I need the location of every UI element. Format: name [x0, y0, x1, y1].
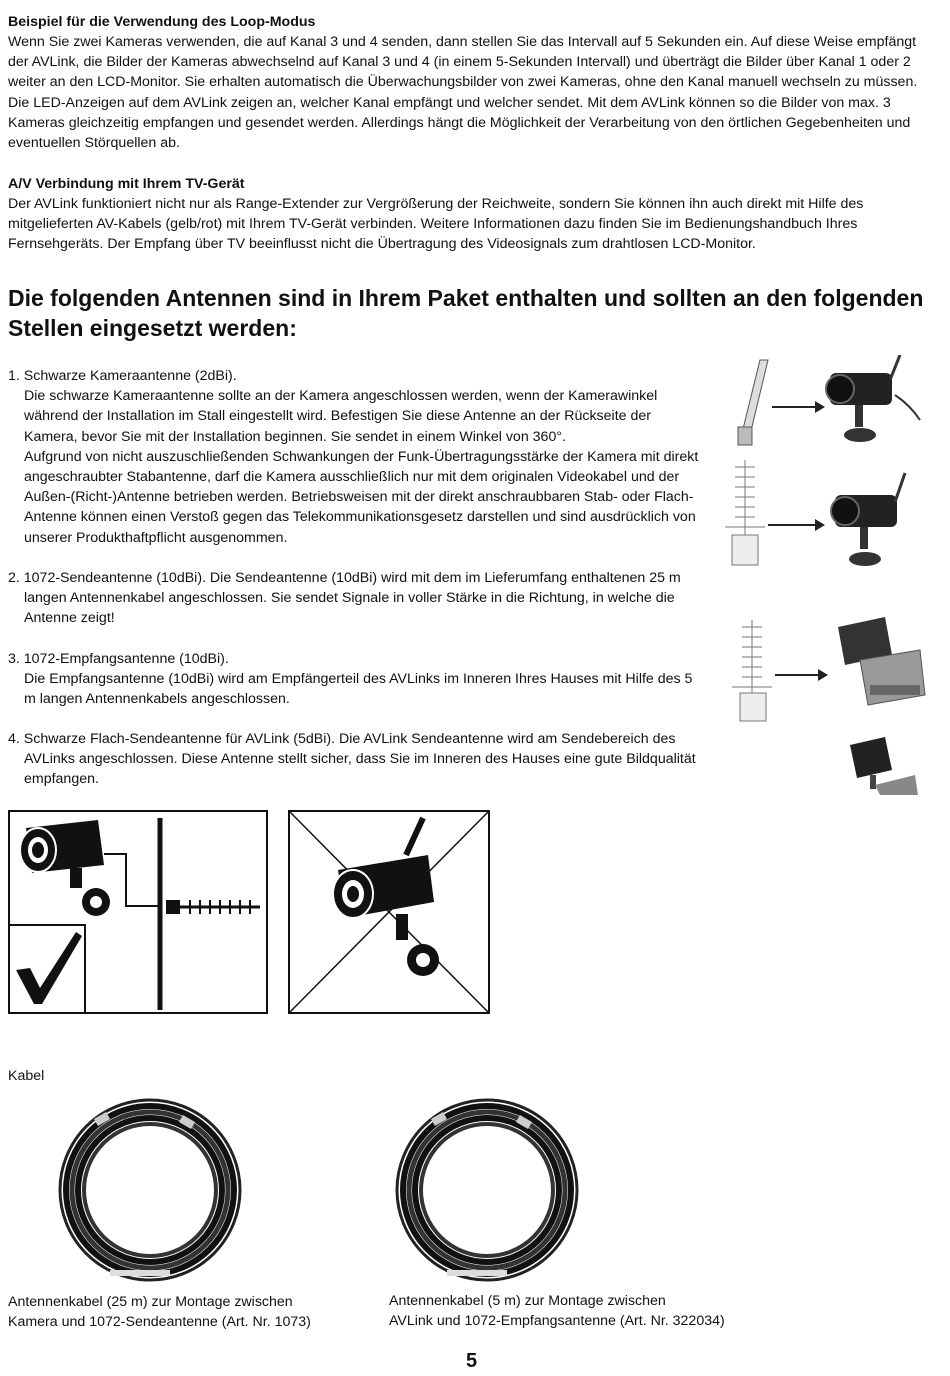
cable-25m-caption-line2: Kamera und 1072-Sendeantenne (Art. Nr. 1073) — [8, 1314, 311, 1331]
cable-25m-image — [50, 1090, 250, 1290]
antenna-item-2 — [8, 568, 708, 629]
antenna-item-1-body2: Aufgrund von nicht auszuschließenden Schwankungen der Funk-Übertragungsstärke der Kamera mit direkt angeschraubter Stabantenne, darf die Kamera ausschließlich nur mit dem originalen Videokabel und der Außen-(Richt-)Antenne betrieben werden. Betriebsweisen mit der direkt anschraubbaren Stab- oder Flach-Antenne können einen Verstoß gegen das Telekommunikationsgesetz darstellen und sind ausdrücklich von unserer Produkthaftpflicht ausgenommen. — [24, 448, 699, 546]
camera-icon — [831, 473, 905, 566]
antenna-item-1 — [8, 366, 708, 548]
antenna-item-1-lead: 1. Schwarze Kameraantenne (2dBi). — [8, 368, 237, 384]
flat-antenna-icon — [850, 737, 918, 795]
loop-mode-title: Beispiel für die Verwendung des Loop-Modus — [8, 14, 316, 30]
antenna-item-4-body: AVLinks angeschlossen. Diese Antenne stellt sicher, dass Sie im Inneren des Hauses eine gute Bildqualität empfangen. — [24, 751, 696, 788]
antenna-item-3 — [8, 649, 708, 710]
cable-label: Kabel — [8, 1068, 45, 1084]
yagi-antenna-icon — [732, 620, 772, 721]
arrow-right-icon — [775, 669, 828, 681]
cable-25m-caption — [8, 1292, 311, 1332]
incorrect-installation-diagram — [288, 810, 490, 1014]
arrow-right-icon — [768, 519, 825, 531]
av-connection-title: A/V Verbindung mit Ihrem TV-Gerät — [8, 176, 245, 192]
cable-25m-caption-line1: Antennenkabel (25 m) zur Montage zwischen — [8, 1294, 293, 1310]
cable-5m-caption-line2: AVLink und 1072-Empfangsantenne (Art. Nr. 322034) — [389, 1313, 725, 1330]
page-number: 5 — [466, 1350, 478, 1372]
antenna-item-1-body: Die schwarze Kameraantenne sollte an der Kamera angeschlossen werden, wenn der Kamerawinkel während der Installation im Stall eingestellt wird. Befestigen Sie diese Antenne an der Rückseite der Kamera, bevor Sie mit der Installation beginnen. Sie sendet in einem Winkel von 360°. — [24, 388, 658, 445]
yagi-antenna-icon — [725, 460, 765, 565]
avlink-receiver-icon — [838, 617, 925, 705]
antenna-item-4-lead: 4. Schwarze Flach-Sendeantenne für AVLink (5dBi). Die AVLink Sendeantenne wird am Sendebereich des — [8, 731, 676, 747]
antenna-item-3-body: Die Empfangsantenne (10dBi) wird am Empfängerteil des AVLinks im Inneren Ihres Hauses mit Hilfe des 5 m langen Antennenkabels angeschlossen. — [24, 671, 693, 708]
av-connection-body: Der AVLink funktioniert nicht nur als Range-Extender zur Vergrößerung der Reichweite, sondern Sie können ihn auch direkt mit Hilfe des mitgelieferten AV-Kabels (gelb/rot) mit Ihrem TV-Gerät verbinden. Weitere Informationen dazu finden Sie im Bedienungshandbuch Ihres Fernsehgeräts. Der Empfang über TV beeinflusst nicht die Übertragung des Videosignals zum drahtlosen LCD-Monitor. — [8, 196, 864, 253]
cable-5m-image — [387, 1090, 587, 1290]
antenna-illustrations — [720, 355, 940, 800]
arrow-right-icon — [772, 401, 825, 413]
antenna-item-3-lead: 3. 1072-Empfangsantenne (10dBi). — [8, 651, 229, 667]
camera-icon — [826, 355, 920, 442]
cable-5m-caption-line1: Antennenkabel (5 m) zur Montage zwischen — [389, 1293, 666, 1309]
correct-installation-diagram — [8, 810, 268, 1014]
cable-5m-caption — [389, 1291, 725, 1331]
antennas-heading: Die folgenden Antennen sind in Ihrem Paket enthalten und sollten an den folgenden Stellen eingesetzt werden: — [8, 285, 924, 341]
antenna-item-2-lead: 2. 1072-Sendeantenne (10dBi). Die Sendeantenne (10dBi) wird mit dem im Lieferumfang enthaltenen 25 m — [8, 570, 681, 586]
stick-antenna-icon — [738, 360, 768, 445]
antenna-item-4 — [8, 729, 708, 790]
loop-mode-body: Wenn Sie zwei Kameras verwenden, die auf Kanal 3 und 4 senden, dann stellen Sie das Intervall auf 5 Sekunden ein. Auf diese Weise empfängt der AVLink, die Bilder der Kameras abwechselnd auf Kanal 3 und 4 (in einem 5-Sekunden Intervall) und überträgt die Bilder über Kanal 1 oder 2 weiter an den LCD-Monitor. Sie erhalten automatisch die Überwachungsbilder von zwei Kameras, ohne den Kanal manuell wechseln zu müssen. Die LED-Anzeigen auf dem AVLink zeigen an, welcher Kanal empfängt und welcher sendet. Mit dem AVLink können so die Bilder von max. 3 Kameras gleichzeitig empfangen und gesendet werden. Allerdings hängt die Möglichkeit der Verarbeitung von den örtlichen Gegebenheiten und eventuellen Störquellen ab. — [8, 34, 918, 152]
antenna-item-2-body: langen Antennenkabel angeschlossen. Sie sendet Signale in voller Stärke in die Richtung, in welche die Antenne zeigt! — [24, 590, 675, 627]
